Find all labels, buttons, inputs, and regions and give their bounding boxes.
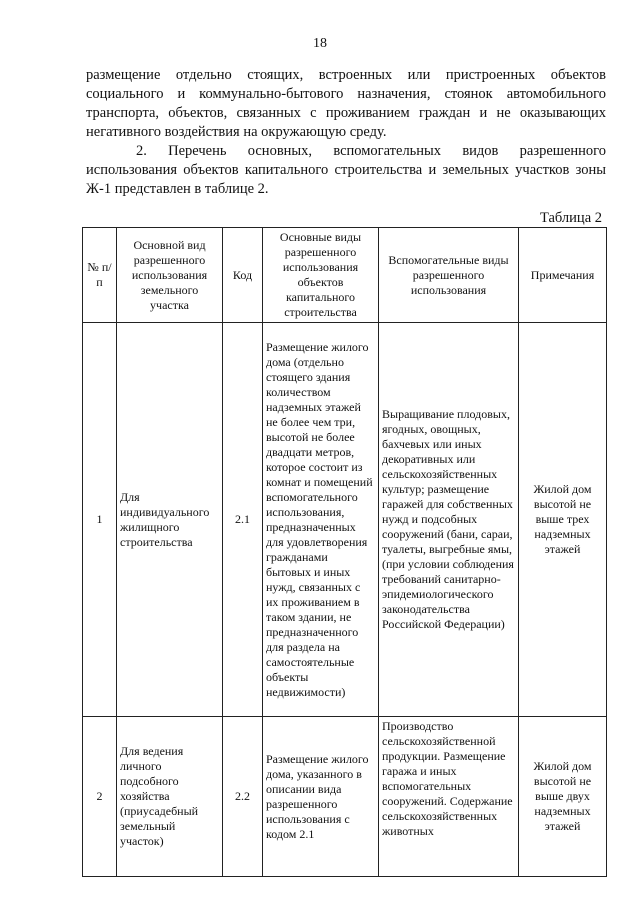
row-code: 2.1 [223,323,263,717]
zone-table [82,227,607,877]
header-main-types: Основные виды разрешенного использования объектов капитального строительства [263,228,379,323]
row-num: 1 [83,323,117,717]
header-main-use: Основной вид разрешенного использования земельного участка [117,228,223,323]
header-aux-types: Вспомогательные виды разрешенного использования [379,228,519,323]
header-num: № п/п [83,228,117,323]
row-num: 2 [83,717,117,877]
intro-item-2: 2. Перечень основных, вспомогательных видов разрешенного использования объектов капитального строительства и земельных участков зоны Ж-1 представлен в таблице 2. [86,143,606,197]
table-row [83,717,607,877]
row-main-use: Для ведения личного подсобного хозяйства (приусадебный земельный участок) [117,717,223,877]
header-code: Код [223,228,263,323]
intro-continuation: размещение отдельно стоящих, встроенных или пристроенных объектов социального и коммунально-бытового назначения, стоянок автомобильного транспорта, объектов, связанных с проживанием граждан и не оказывающих негативного воздействия на окружающую среду. [86,67,606,140]
row-notes: Жилой дом высотой не выше двух надземных этажей [519,717,607,877]
intro-text [86,66,606,199]
row-main-types: Размещение жилого дома (отдельно стоящего здания количеством надземных этажей не более чем три, высотой не более двадцати метров, которое состоит из комнат и помещений вспомогательного использования, предназначенных для удовлетворения гражданами бытовых и иных нужд, связанных с их проживанием в таком здании, не предназначенного для раздела на самостоятельные объекты недвижимости) [263,323,379,717]
page-number: 18 [313,36,327,51]
table-row [83,323,607,717]
row-aux-types: Производство сельскохозяйственной продукции. Размещение гаража и иных вспомогательных сооружений. Содержание сельскохозяйственных животных [379,717,519,877]
row-main-types: Размещение жилого дома, указанного в описании вида разрешенного использования с кодом 2.1 [263,717,379,877]
row-notes: Жилой дом высотой не выше трех надземных этажей [519,323,607,717]
row-code: 2.2 [223,717,263,877]
header-notes: Примечания [519,228,607,323]
table-header-row [83,228,607,323]
table-caption: Таблица 2 [539,210,602,226]
row-main-use: Для индивидуального жилищного строительства [117,323,223,717]
row-aux-types: Выращивание плодовых, ягодных, овощных, бахчевых или иных декоративных или сельскохозяйственных культур; размещение гаражей для собственных нужд и подсобных сооружений (бани, сараи, туалеты, выгребные ямы, (при условии соблюдения требований санитарно-эпидемиологического законодательства Российской Федерации) [379,323,519,717]
